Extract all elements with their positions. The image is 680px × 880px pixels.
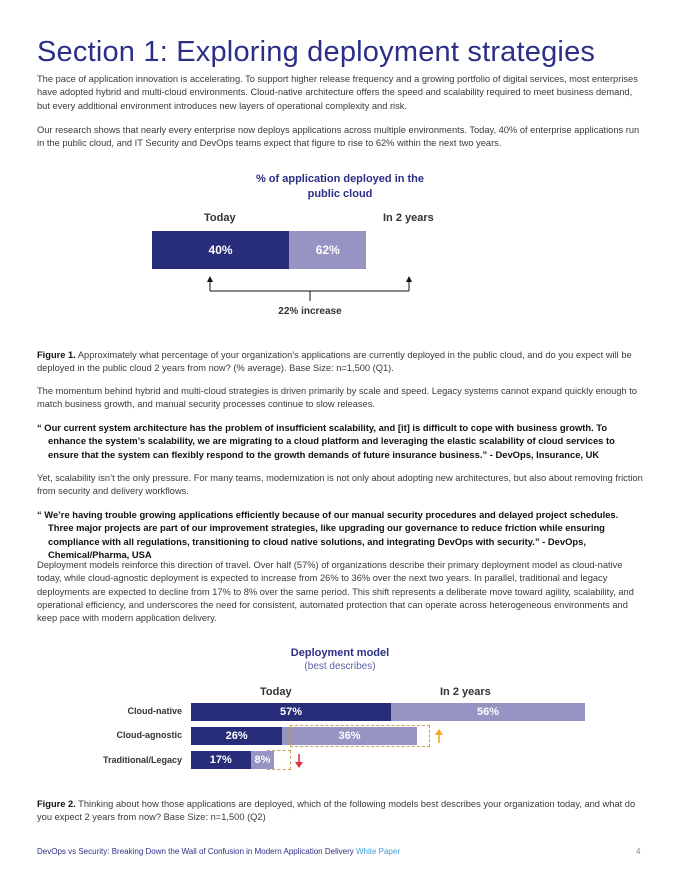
bar-cloud-agnostic-2years: 36% <box>282 727 417 745</box>
figure1-label: Figure 1. <box>37 350 76 360</box>
page-title: Section 1: Exploring deployment strategies <box>37 36 596 68</box>
momentum-paragraph: The momentum behind hybrid and multi-cloud strategies is driven primarily by scale and speed. Legacy systems cannot expand quickly enough to match business growth, and manual security processes continue to slow releases. <box>37 386 637 410</box>
increase-annotation: 22% increase <box>278 306 342 317</box>
chart1-title <box>240 172 440 202</box>
chart2-subtitle: (best describes) <box>304 661 376 672</box>
figure1-text: Approximately what percentage of your organization’s applications are currently deployed in the public cloud, and do you expect will be deployed in the public cloud 2 years from now? (% average). Base Size: n=1,500 (Q1). <box>37 350 632 374</box>
bar-traditional-today: 17% <box>191 751 251 769</box>
deployment-paragraph: Deployment models reinforce this direction of travel. Over half (57%) of organizations describe their primary deployment model as cloud-native today, while cloud-agnostic deployment is expected to increase from 26% to 36% over the next two years. In parallel, traditional and legacy deployments are expected to decline from 17% to 8% over the same period. This shift represents a deliberate move toward agility, scalability, and operational efficiency, and underscores the need for consistent, automated protection that can operate across heterogeneous environments and keep pace with modern application delivery. <box>37 560 634 624</box>
chart2-header-2years: In 2 years <box>440 686 491 698</box>
figure1-caption <box>37 349 643 376</box>
scalability-paragraph: Yet, scalability isn’t the only pressure. For many teams, modernization is not only about adopting new architectures, but also about removing friction from security and delivery workflows. <box>37 473 643 497</box>
intro-paragraph: The pace of application innovation is accelerating. To support higher release frequency and a growing portfolio of digital services, most enterprises have adopted hybrid and multi-cloud environments. Cloud-native architecture offers the speed and scalability required to meet business demand, but every additional environment introduces new layers of operational complexity and risk. <box>37 74 638 111</box>
footer-tag: White Paper <box>355 847 400 856</box>
chart2-header-today: Today <box>260 686 292 698</box>
bar-cloud-native-2years: 56% <box>391 703 585 721</box>
quote-chemical: “ We’re having trouble growing applications efficiently because of our manual security procedures and delayed project schedules. Three major projects are part of our improvement strategies, like upgrading our governance to reduce friction while ensuring compliance with all regulations, transitioning to cloud native solutions, and integrating DevOps with security.” - DevOps, Chemical/Pharma, USA <box>37 509 619 560</box>
chart1-header-today: Today <box>204 212 236 224</box>
chart1-bar-2years: 62% <box>289 231 366 269</box>
figure2-caption <box>37 798 643 825</box>
bar-cloud-agnostic-today: 26% <box>191 727 282 745</box>
page-number: 4 <box>636 847 641 856</box>
traditional-highlight-box <box>267 750 291 770</box>
chart1-header-2years: In 2 years <box>383 212 434 224</box>
footer <box>37 847 400 856</box>
bar-cloud-native-today: 57% <box>191 703 391 721</box>
chart1-bar-today: 40% <box>152 231 289 269</box>
quote-insurance: “ Our current system architecture has the problem of insufficient scalability, and [it] is difficult to cope with business growth. To enhance the system’s scalability, we are migrating to a cloud platform and leveraging the elastic scalability of cloud services to ensure that the system can flexibly respond to the growth demands of future insurance business.” - DevOps, Insurance, UK <box>37 422 615 460</box>
chart1-title-line2: public cloud <box>307 188 373 200</box>
row-label-cloud-native: Cloud-native <box>127 706 182 716</box>
chart2-title: Deployment model <box>290 647 390 659</box>
research-paragraph: Our research shows that nearly every enterprise now deploys applications across multiple environments. Today, 40% of enterprise applications run in the public cloud, and IT Security and DevOps teams expect that figure to rise to 62% within the next two years. <box>37 125 640 149</box>
row-label-cloud-agnostic: Cloud-agnostic <box>116 730 182 740</box>
cloud-agnostic-highlight-box <box>290 725 430 747</box>
figure2-label: Figure 2. <box>37 799 76 809</box>
increase-bracket <box>200 274 420 304</box>
row-label-traditional-legacy: Traditional/Legacy <box>102 755 182 765</box>
down-arrow-icon <box>294 753 304 769</box>
footer-title: DevOps vs Security: Breaking Down the Wall of Confusion in Modern Application Delivery <box>37 847 354 856</box>
bar-traditional-2years: 8% <box>251 751 275 769</box>
figure2-text: Thinking about how those applications are deployed, which of the following models best describes your organization today, and what do you expect 2 years from now? Base Size: n=1,500 (Q2) <box>37 799 636 823</box>
chart1-title-line1: % of application deployed in the <box>255 173 425 185</box>
up-arrow-icon <box>434 728 444 744</box>
